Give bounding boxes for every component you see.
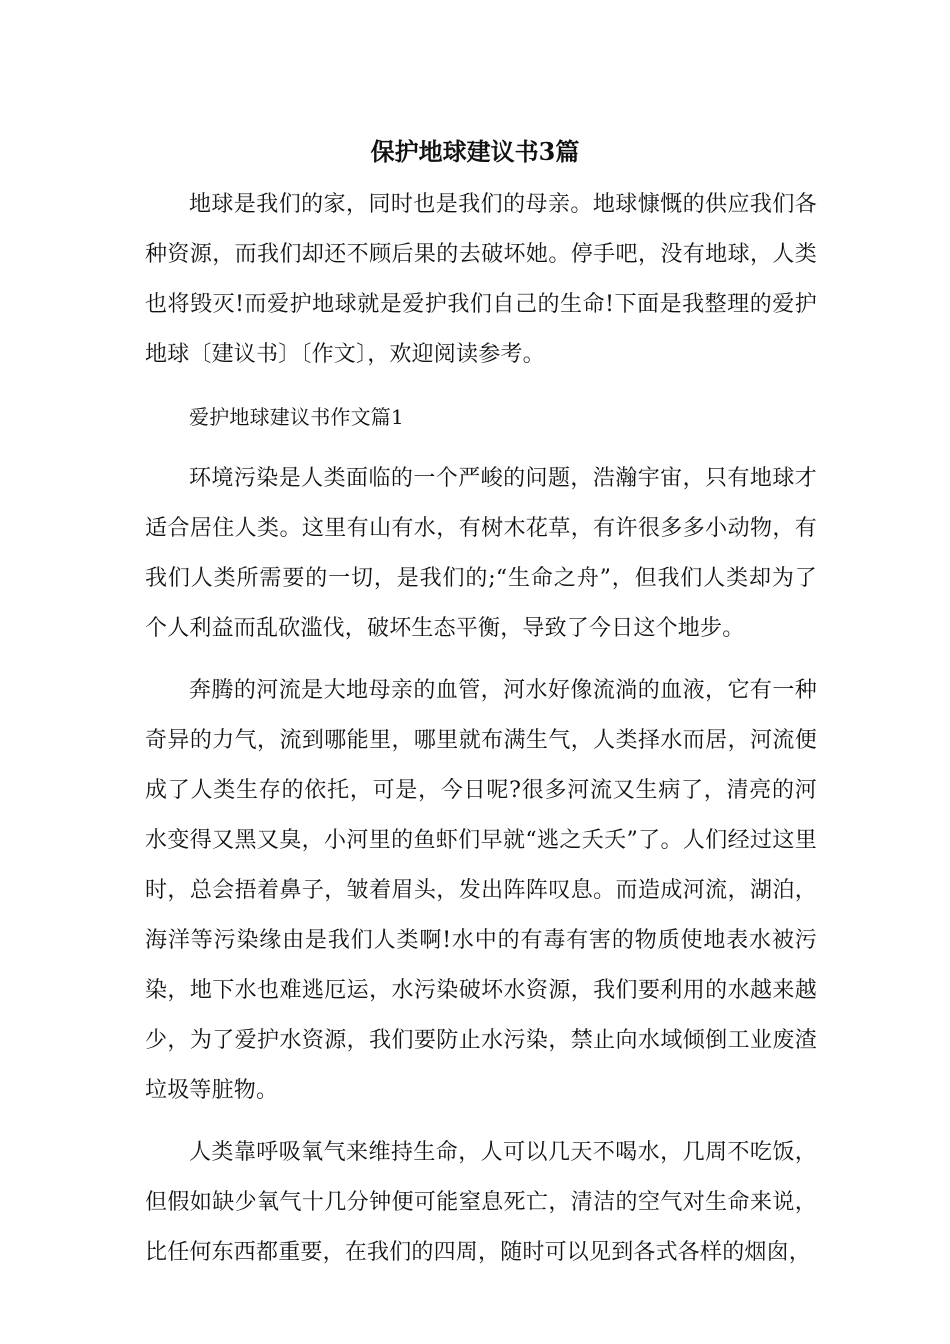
body-paragraph: 奔腾的河流是大地母亲的血管，河水好像流淌的血液，它有一种奇异的力气，流到哪能里，哪里就布满生气，人类择水而居，河流便成了人类生存的依托，可是，今日呢?很多河流又生病了，清亮的河水变得又黑又臭，小河里的鱼虾们早就“逃之夭夭”了。人们经过这里时，总会捂着鼻子，皱着眉头，发出阵阵叹息。而造成河流，湖泊，海洋等污染缘由是我们人类啊!水中的有毒有害的物质使地表水被污染，地下水也难逃厄运，水污染破坏水资源，我们要利用的水越来越少，为了爱护水资源，我们要防止水污染，禁止向水域倾倒工业废渣垃圾等脏物。	[145, 678, 817, 1103]
body-paragraph: 环境污染是人类面临的一个严峻的问题，浩瀚宇宙，只有地球才适合居住人类。这里有山有水，有树木花草，有许很多多小动物，有我们人类所需要的一切，是我们的;“生命之舟”，但我们人类却为了个人利益而乱砍滥伐，破坏生态平衡，导致了今日这个地步。	[145, 466, 817, 641]
body-paragraph: 人类靠呼吸氧气来维持生命，人可以几天不喝水，几周不吃饭，但假如缺少氧气十几分钟便可能窒息死亡，清洁的空气对生命来说，比任何东西都重要，在我们的四周，随时可以见到各式各样的烟囱，	[145, 1140, 817, 1265]
document-body	[145, 180, 817, 1290]
document-title: 保护地球建议书3篇	[370, 137, 580, 166]
section-heading: 爱护地球建议书作文篇1	[189, 405, 404, 429]
intro-paragraph: 地球是我们的家，同时也是我们的母亲。地球慷慨的供应我们各种资源，而我们却还不顾后果的去破坏她。停手吧，没有地球，人类也将毁灭!而爱护地球就是爱护我们自己的生命!下面是我整理的爱护地球〔建议书〕〔作文〕，欢迎阅读参考。	[145, 192, 817, 367]
